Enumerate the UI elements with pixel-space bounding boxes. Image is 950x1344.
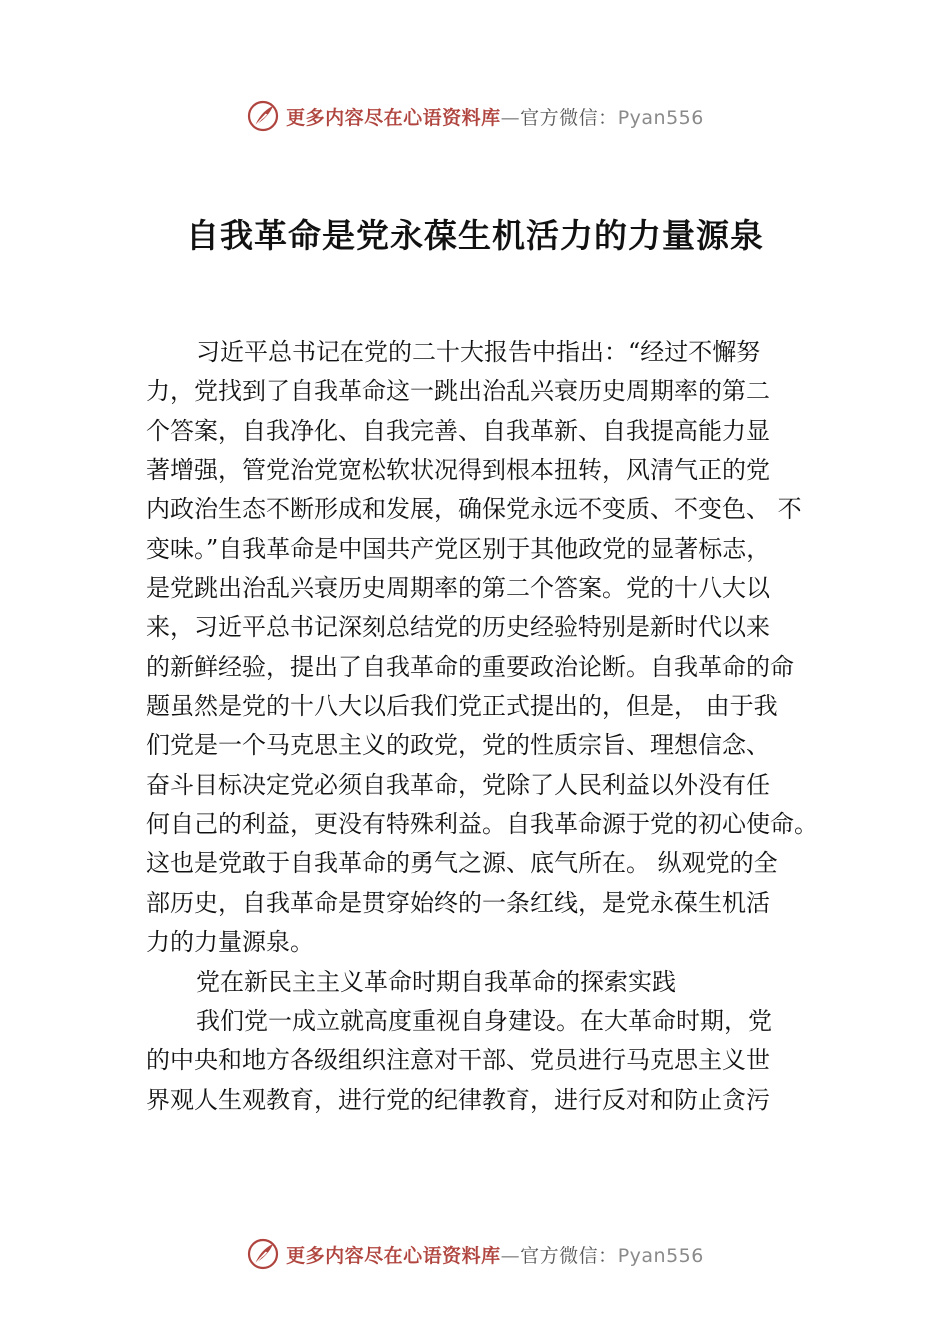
body-line: 变味。”自我革命是中国共产党区别于其他政党的显著标志， — [146, 534, 771, 563]
body-line: 的中央和地方各级组织注意对干部、党员进行马克思主义世 — [146, 1046, 770, 1075]
document-body — [146, 333, 846, 1120]
body-line: 这也是党敢于自我革命的勇气之源、底气所在。 纵观党的全 — [146, 849, 778, 878]
body-line: 界观人生观教育，进行党的纪律教育，进行反对和防止贪污 — [146, 1085, 770, 1114]
body-line: 著增强，管党治党宽松软状况得到根本扭转，风清气正的党 — [146, 456, 770, 485]
header-banner-text — [286, 103, 704, 130]
header-official-label: 官方微信： — [520, 106, 618, 129]
section-heading: 党在新民主主义革命时期自我革命的探索实践 — [196, 967, 676, 996]
body-line: 部历史，自我革命是贯穿始终的一条红线，是党永葆生机活 — [146, 888, 770, 917]
header-wechat-id: Pyan556 — [617, 106, 704, 129]
footer-wechat-id: Pyan556 — [617, 1244, 704, 1267]
body-line: 我们党一成立就高度重视自身建设。在大革命时期，党 — [196, 1006, 772, 1035]
body-line: 内政治生态不断形成和发展，确保党永远不变质、不变色、 不 — [146, 495, 802, 524]
feather-pen-icon — [246, 99, 280, 133]
body-line: 来，习近平总书记深刻总结党的历史经验特别是新时代以来 — [146, 613, 770, 642]
body-line: 是党跳出治乱兴衰历史周期率的第二个答案。党的十八大以 — [146, 574, 770, 603]
footer-brand-text: 更多内容尽在心语资料库 — [286, 1244, 501, 1267]
body-line: 题虽然是党的十八大以后我们党正式提出的，但是， 由于我 — [146, 692, 778, 721]
body-line: 力，党找到了自我革命这一跳出治乱兴衰历史周期率的第二 — [146, 377, 770, 406]
header-separator: — — [500, 106, 521, 129]
body-line: 们党是一个马克思主义的政党，党的性质宗旨、理想信念、 — [146, 731, 770, 760]
body-line: 何自己的利益，更没有特殊利益。自我革命源于党的初心使命。 — [146, 810, 818, 839]
footer-banner-text — [286, 1241, 704, 1268]
body-line: 习近平总书记在党的二十大报告中指出：“经过不懈努 — [196, 338, 761, 366]
document-title: 自我革命是党永葆生机活力的力量源泉 — [186, 216, 764, 255]
body-line: 的新鲜经验，提出了自我革命的重要政治论断。自我革命的命 — [146, 652, 794, 681]
body-line: 个答案，自我净化、自我完善、自我革新、自我提高能力显 — [146, 416, 770, 445]
header-banner-inner — [246, 99, 704, 133]
feather-pen-icon — [246, 1237, 280, 1271]
body-line: 力的力量源泉。 — [146, 928, 314, 957]
header-brand-text: 更多内容尽在心语资料库 — [286, 106, 501, 129]
footer-banner-inner — [246, 1237, 704, 1271]
footer-official-label: 官方微信： — [520, 1244, 618, 1267]
footer-watermark-banner — [0, 1232, 950, 1276]
footer-separator: — — [500, 1244, 521, 1267]
header-watermark-banner — [0, 94, 950, 138]
body-line: 奋斗目标决定党必须自我革命，党除了人民利益以外没有任 — [146, 770, 770, 799]
